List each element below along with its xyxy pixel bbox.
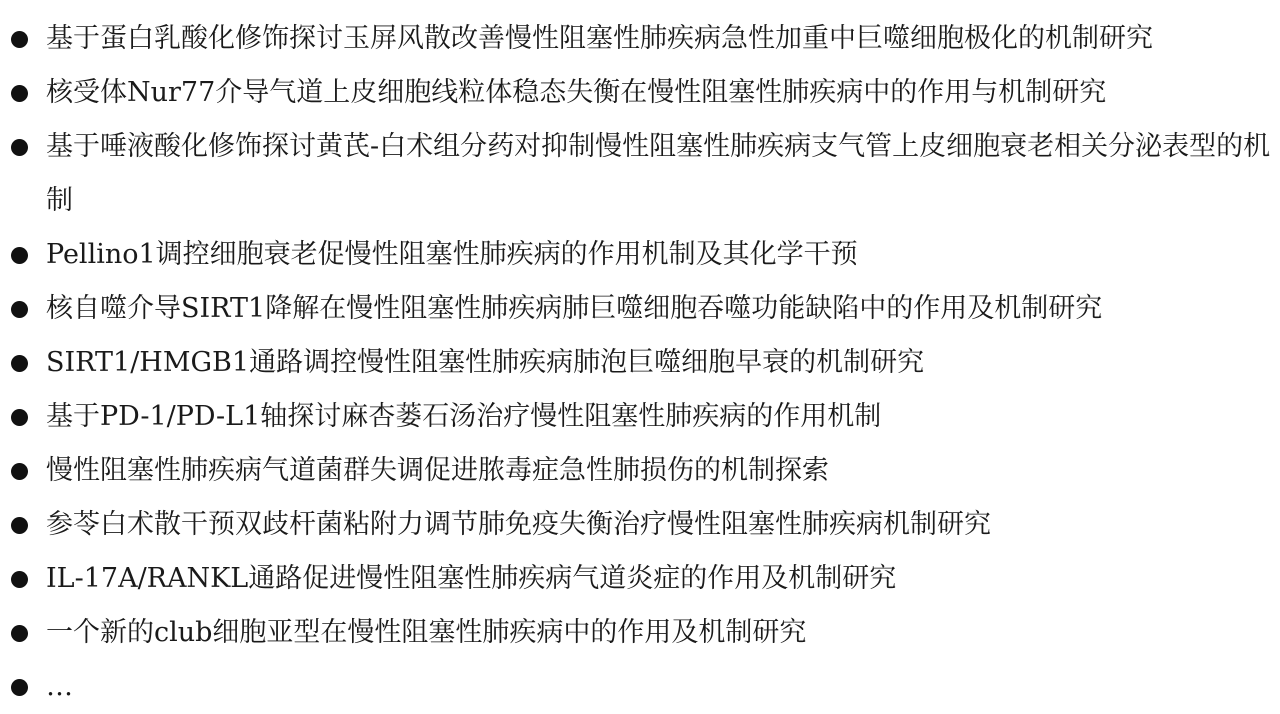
bullet-icon	[11, 679, 28, 696]
list-item	[0, 552, 1280, 606]
bullet-icon	[11, 247, 28, 264]
list-item	[0, 336, 1280, 390]
list-item	[0, 228, 1280, 282]
list-item-text: SIRT1/HMGB1通路调控慢性阻塞性肺疾病肺泡巨噬细胞早衰的机制研究	[46, 347, 925, 378]
bullet-icon	[11, 517, 28, 534]
list-item	[0, 12, 1280, 66]
list-item	[0, 282, 1280, 336]
list-item	[0, 498, 1280, 552]
bullet-icon	[11, 355, 28, 372]
research-topic-list	[0, 12, 1280, 714]
list-item	[0, 120, 1280, 228]
bullet-icon	[11, 301, 28, 318]
list-item-text: 一个新的club细胞亚型在慢性阻塞性肺疾病中的作用及机制研究	[46, 617, 807, 648]
list-item-text: …	[46, 671, 73, 702]
list-item-text: 基于PD-1/PD-L1轴探讨麻杏蒌石汤治疗慢性阻塞性肺疾病的作用机制	[46, 401, 882, 432]
list-item-text: 基于蛋白乳酸化修饰探讨玉屏风散改善慢性阻塞性肺疾病急性加重中巨噬细胞极化的机制研究	[46, 23, 1153, 54]
bullet-icon	[11, 139, 28, 156]
list-item-text: 基于唾液酸化修饰探讨黄芪-白术组分药对抑制慢性阻塞性肺疾病支气管上皮细胞衰老相关分泌表型的机制	[46, 131, 1271, 216]
list-item-text: 核受体Nur77介导气道上皮细胞线粒体稳态失衡在慢性阻塞性肺疾病中的作用与机制研究	[46, 77, 1107, 108]
list-item	[0, 390, 1280, 444]
bullet-icon	[11, 409, 28, 426]
bullet-icon	[11, 85, 28, 102]
bullet-icon	[11, 571, 28, 588]
list-item	[0, 444, 1280, 498]
bullet-icon	[11, 625, 28, 642]
list-item	[0, 660, 1280, 714]
list-item-text: 核自噬介导SIRT1降解在慢性阻塞性肺疾病肺巨噬细胞吞噬功能缺陷中的作用及机制研究	[46, 293, 1103, 324]
list-item-text: 参苓白术散干预双歧杆菌粘附力调节肺免疫失衡治疗慢性阻塞性肺疾病机制研究	[46, 509, 991, 540]
list-item	[0, 66, 1280, 120]
list-item	[0, 606, 1280, 660]
bullet-icon	[11, 31, 28, 48]
bullet-icon	[11, 463, 28, 480]
list-item-text: Pellino1调控细胞衰老促慢性阻塞性肺疾病的作用机制及其化学干预	[46, 239, 858, 270]
list-item-text: 慢性阻塞性肺疾病气道菌群失调促进脓毒症急性肺损伤的机制探索	[46, 455, 829, 486]
list-item-text: IL-17A/RANKL通路促进慢性阻塞性肺疾病气道炎症的作用及机制研究	[46, 563, 897, 594]
